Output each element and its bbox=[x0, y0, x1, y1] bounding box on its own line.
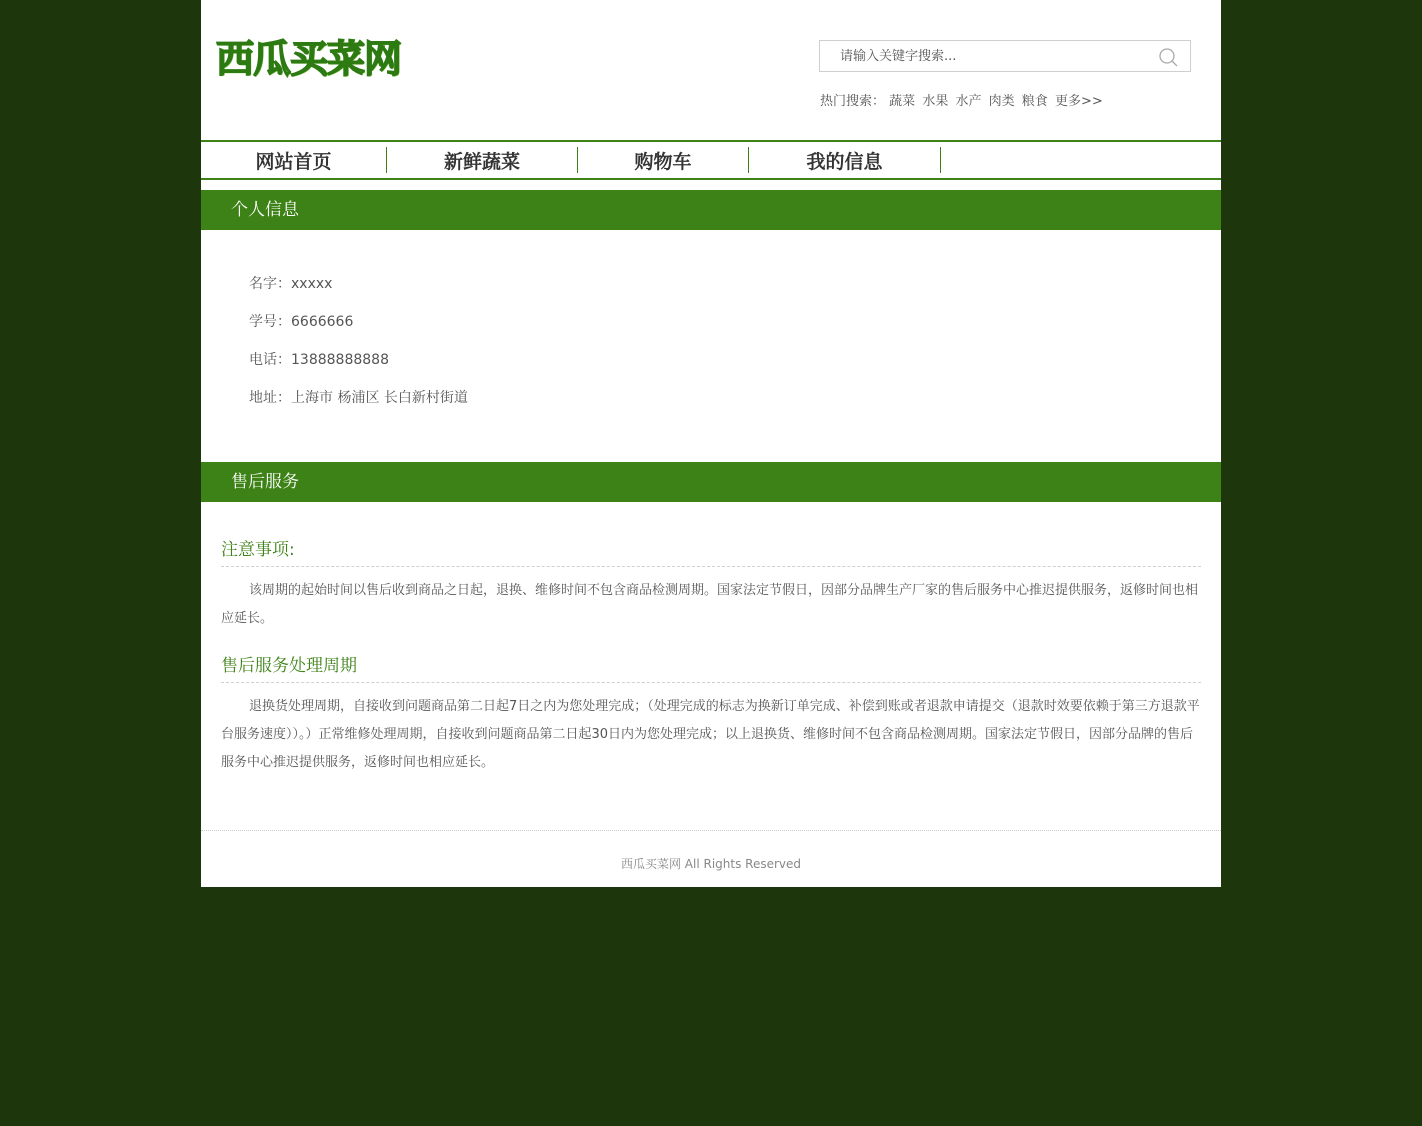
after-sales-content bbox=[221, 535, 1201, 795]
info-row-student-id bbox=[249, 308, 468, 346]
info-row-name bbox=[249, 270, 468, 308]
section-heading-cycle: 售后服务处理周期 bbox=[221, 651, 1201, 683]
info-label: 学号： bbox=[249, 314, 291, 330]
info-label: 电话： bbox=[249, 352, 291, 368]
nav-item-my-info[interactable]: 我的信息 bbox=[749, 147, 941, 173]
nav-item-fresh-vegetables[interactable]: 新鲜蔬菜 bbox=[387, 147, 578, 173]
hot-link-fruits[interactable]: 水果 bbox=[922, 94, 949, 109]
section-text-cycle: 退换货处理周期，自接收到问题商品第二日起7日之内为您处理完成；（处理完成的标志为换新订单完成、补偿到账或者退款申请提交（退款时效要依赖于第三方退款平台服务速度））。）正常维修处理周期，自接收到问题商品第二日起30日内为您处理完成；以上退换货、维修时间不包含商品检测周期。国家法定节假日，因部分品牌的售后服务中心推迟提供服务，返修时间也相应延长。 bbox=[221, 699, 1200, 770]
hot-search-label: 热门搜索： bbox=[820, 94, 886, 109]
footer-copyright: 西瓜买菜网 All Rights Reserved bbox=[620, 857, 802, 871]
section-heading-notes: 注意事项: bbox=[221, 535, 1201, 567]
after-sales-title: 售后服务 bbox=[201, 462, 1221, 502]
nav-item-home[interactable]: 网站首页 bbox=[201, 147, 387, 173]
hot-link-meat[interactable]: 肉类 bbox=[988, 94, 1015, 109]
section-text-notes: 该周期的起始时间以售后收到商品之日起，退换、维修时间不包含商品检测周期。国家法定节假日，因部分品牌生产厂家的售后服务中心推迟提供服务，返修时间也相应延长。 bbox=[221, 583, 1199, 626]
info-value: 6666666 bbox=[291, 314, 354, 330]
search-icon[interactable] bbox=[1158, 47, 1178, 67]
personal-info-title: 个人信息 bbox=[201, 190, 1221, 230]
search-box bbox=[819, 40, 1191, 72]
info-value: 上海市 杨浦区 长白新村街道 bbox=[291, 390, 468, 406]
nav-item-cart[interactable]: 购物车 bbox=[578, 147, 749, 173]
personal-info bbox=[249, 270, 468, 422]
hot-search bbox=[820, 90, 1106, 109]
search-input[interactable] bbox=[820, 41, 1160, 71]
hot-link-grain[interactable]: 粮食 bbox=[1021, 94, 1048, 109]
info-value: 13888888888 bbox=[291, 352, 389, 368]
footer-divider bbox=[201, 830, 1221, 831]
info-row-phone bbox=[249, 346, 468, 384]
site-logo[interactable]: 西瓜买菜网 bbox=[216, 36, 402, 81]
info-label: 名字： bbox=[249, 276, 291, 292]
page-container bbox=[201, 0, 1221, 887]
hot-link-seafood[interactable]: 水产 bbox=[955, 94, 982, 109]
hot-link-more[interactable]: 更多>> bbox=[1054, 94, 1103, 109]
main-nav bbox=[201, 140, 1221, 180]
info-value: xxxxx bbox=[291, 276, 333, 292]
info-label: 地址： bbox=[249, 390, 291, 406]
hot-link-vegetables[interactable]: 蔬菜 bbox=[889, 94, 916, 109]
info-row-address bbox=[249, 384, 468, 422]
